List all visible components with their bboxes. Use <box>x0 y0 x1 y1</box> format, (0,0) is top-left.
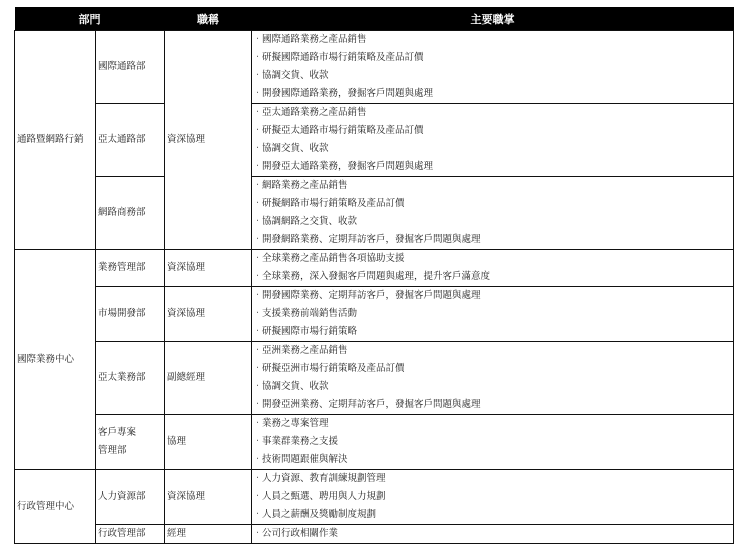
department-cell: 行政管理部 <box>96 525 165 544</box>
header-row <box>15 7 734 31</box>
group-name-cell: 行政管理中心 <box>15 470 96 544</box>
duties-cell <box>252 342 734 415</box>
duties-cell <box>252 104 734 177</box>
group-name-cell: 通路暨網路行銷 <box>15 31 96 250</box>
duty-item: · 亞太通路業務之產品銷售 <box>256 104 729 122</box>
duty-item: · 公司行政相關作業 <box>256 525 729 543</box>
job-title-cell: 資深協理 <box>165 470 252 525</box>
department-cell: 人力資源部 <box>96 470 165 525</box>
duty-item: · 網路業務之產品銷售 <box>256 177 729 195</box>
group-name-cell: 國際業務中心 <box>15 250 96 470</box>
job-title-cell: 資深協理 <box>165 31 252 250</box>
duty-item: · 事業群業務之支援 <box>256 433 729 451</box>
duty-item: · 開發國際通路業務，發掘客戶問題與處理 <box>256 85 729 103</box>
duty-item: · 研擬國際市場行銷策略 <box>256 323 729 341</box>
duty-item: · 人員之薪酬及獎勵制度規劃 <box>256 506 729 524</box>
job-title-cell: 經理 <box>165 525 252 544</box>
duty-item: · 研擬亞太通路市場行銷策略及產品訂價 <box>256 122 729 140</box>
duty-item: · 協調交貨、收款 <box>256 378 729 396</box>
duty-item: · 人力資源、教育訓練規劃管理 <box>256 470 729 488</box>
department-duties-table <box>14 7 734 544</box>
duty-item: · 國際通路業務之產品銷售 <box>256 31 729 49</box>
duties-cell <box>252 31 734 104</box>
table-row <box>15 415 734 470</box>
department-cell <box>96 415 165 470</box>
table-row <box>15 104 734 177</box>
duties-cell <box>252 525 734 544</box>
duty-item: · 開發亞洲業務、定期拜訪客戶，發掘客戶問題與處理 <box>256 396 729 414</box>
duty-item: · 開發亞太通路業務，發掘客戶問題與處理 <box>256 158 729 176</box>
table-row <box>15 342 734 415</box>
duty-item: · 亞洲業務之產品銷售 <box>256 342 729 360</box>
department-cell: 亞太通路部 <box>96 104 165 177</box>
job-title-cell: 資深協理 <box>165 250 252 287</box>
table-row <box>15 470 734 525</box>
table-row <box>15 177 734 250</box>
duties-cell <box>252 415 734 470</box>
job-title-cell: 協理 <box>165 415 252 470</box>
duties-cell <box>252 470 734 525</box>
department-cell: 網路商務部 <box>96 177 165 250</box>
duty-item: · 開發網路業務、定期拜訪客戶，發掘客戶問題與處理 <box>256 231 729 249</box>
duty-item: · 協調交貨、收款 <box>256 67 729 85</box>
department-cell: 國際通路部 <box>96 31 165 104</box>
duty-item: · 人員之甄選、聘用與人力規劃 <box>256 488 729 506</box>
header-title: 職稱 <box>165 7 252 31</box>
department-name-line: 管理部 <box>98 445 127 456</box>
duties-cell <box>252 250 734 287</box>
table-body <box>15 31 734 544</box>
duty-item: · 全球業務，深入發掘客戶問題與處理，提升客戶滿意度 <box>256 268 729 286</box>
department-cell: 業務管理部 <box>96 250 165 287</box>
table-row <box>15 31 734 104</box>
duty-item: · 技術問題跟催與解決 <box>256 451 729 469</box>
header-duties: 主要職掌 <box>252 7 734 31</box>
duties-cell <box>252 177 734 250</box>
duty-item: · 研擬國際通路市場行銷策略及產品訂價 <box>256 49 729 67</box>
duty-item: · 支援業務前端銷售活動 <box>256 305 729 323</box>
table-row <box>15 287 734 342</box>
header-department: 部門 <box>15 7 165 31</box>
job-title-cell: 副總經理 <box>165 342 252 415</box>
department-cell: 亞太業務部 <box>96 342 165 415</box>
duty-item: · 全球業務之產品銷售各項協助支援 <box>256 250 729 268</box>
duty-item: · 協調網路之交貨、收款 <box>256 213 729 231</box>
department-name-line: 客戶專案 <box>98 427 137 438</box>
department-cell: 市場開發部 <box>96 287 165 342</box>
table-row <box>15 250 734 287</box>
duty-item: · 研擬亞洲市場行銷策略及產品訂價 <box>256 360 729 378</box>
duty-item: · 開發國際業務、定期拜訪客戶，發掘客戶問題與處理 <box>256 287 729 305</box>
duty-item: · 業務之專案管理 <box>256 415 729 433</box>
duties-cell <box>252 287 734 342</box>
job-title-cell: 資深協理 <box>165 287 252 342</box>
duty-item: · 研擬網路市場行銷策略及產品訂價 <box>256 195 729 213</box>
table-row <box>15 525 734 544</box>
duty-item: · 協調交貨、收款 <box>256 140 729 158</box>
